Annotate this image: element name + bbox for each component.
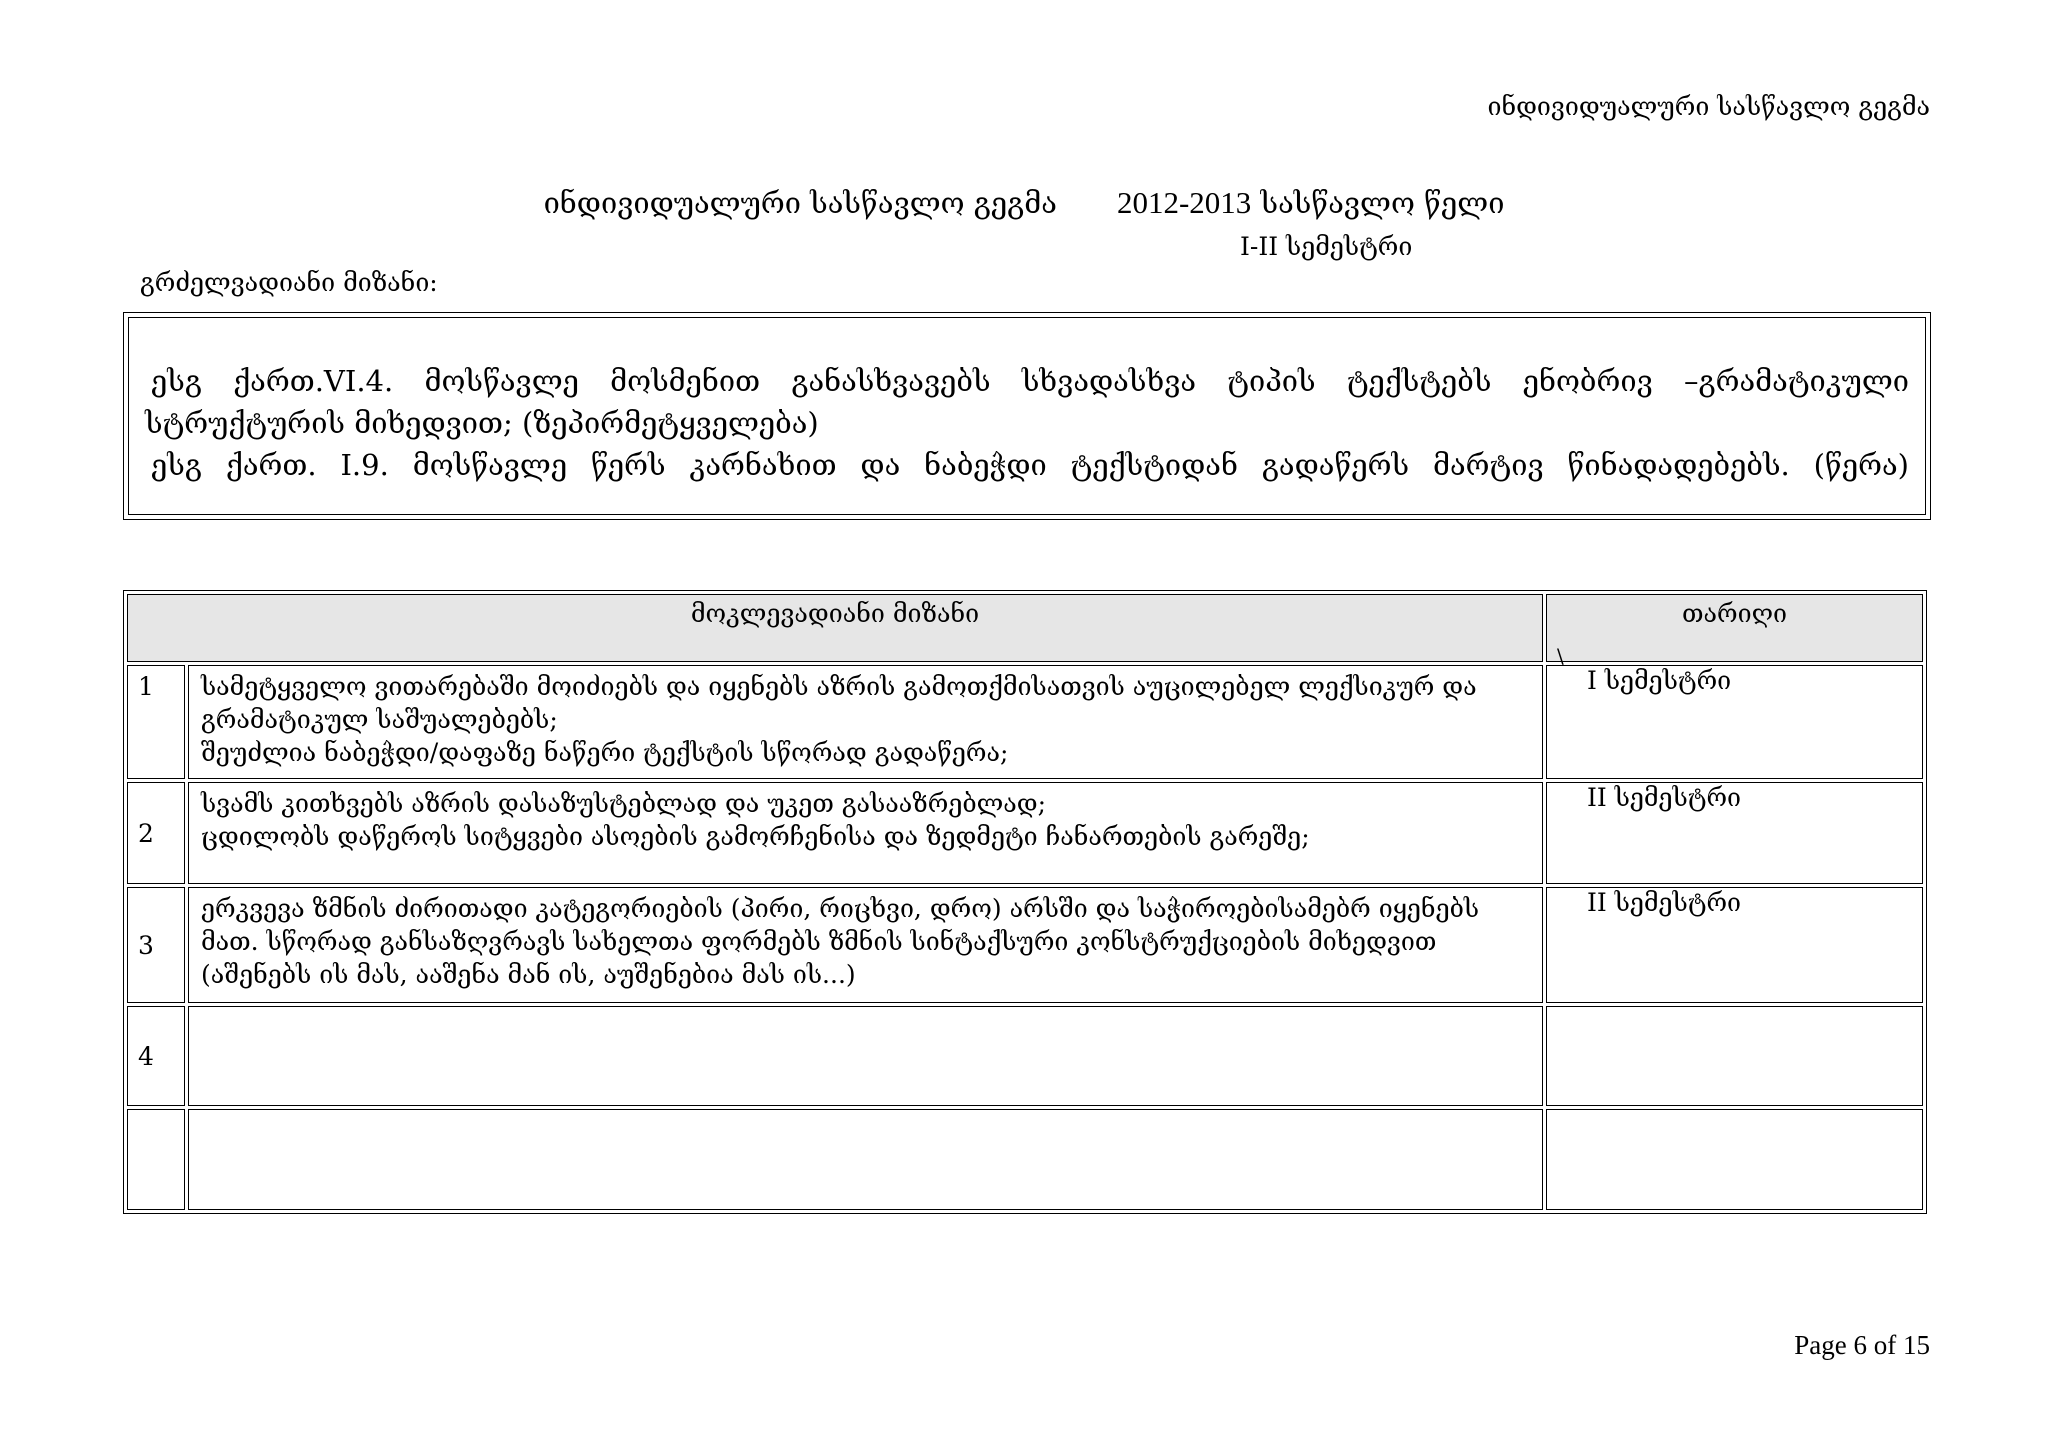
goal-text-line: სვამს კითხვებს აზრის დასაზუსტებლად და უკეთ გასააზრებლად; [201, 789, 1047, 818]
table-row [127, 665, 1923, 779]
page-number: Page 6 of 15 [1794, 1330, 1930, 1360]
longterm-goal-content [128, 317, 1926, 515]
header-date: თარიღი [1546, 594, 1923, 662]
table-row [127, 1109, 1923, 1210]
row-number [127, 1109, 185, 1210]
row-goal-text [188, 1109, 1543, 1210]
row-date [1546, 644, 1923, 779]
goal-text-line: გრამატიკულ საშუალებებს; [201, 705, 558, 734]
title-main: ინდივიდუალური სასწავლო გეგმა [543, 186, 1057, 220]
goal-text-line: მათ. სწორად განსაზღვრავს სახელთა ფორმებს ზმნის სინტაქსური კონსტრუქციების მიხედვით [201, 927, 1437, 956]
longterm-goal-line: ესგ ქართ.VI.4. მოსწავლე მოსმენით განასხვავებს სხვადასხვა ტიპის ტექსტებს ენობრივ –გრამატიკული [151, 364, 1909, 398]
goal-text-line: ცდილობს დაწეროს სიტყვები ასოების გამორჩენისა და ზედმეტი ჩანართების გარეშე; [201, 822, 1310, 851]
longterm-goal-box [123, 312, 1931, 520]
row-date [1546, 1109, 1923, 1210]
title-years: 2012-2013 [1116, 185, 1252, 220]
row-goal-text [188, 1006, 1543, 1106]
row-date [1546, 1006, 1923, 1106]
table-row [127, 887, 1923, 1003]
table-header-row [127, 594, 1923, 662]
row-date-text: I სემესტრი [1587, 666, 1732, 695]
backslash-mark: \ [1557, 644, 1564, 668]
longterm-goal-line: ესგ ქართ. I.9. მოსწავლე წერს კარნახით და ნაბეჭდი ტექსტიდან გადაწერს მარტივ წინადადებებს. (წერა) [151, 448, 1909, 482]
row-number: 1 [127, 665, 185, 779]
goal-text-line: შეუძლია ნაბეჭდი/დაფაზე ნაწერი ტექსტის სწორად გადაწერა; [201, 738, 1009, 767]
shortterm-goals-table [123, 590, 1927, 1214]
row-goal-text [188, 782, 1543, 884]
goal-text-line: (აშენებს ის მას, ააშენა მან ის, აუშენებია მას ის...) [201, 960, 856, 989]
row-number: 4 [127, 1006, 185, 1106]
document-title [0, 185, 2048, 221]
running-header: ინდივიდუალური სასწავლო გეგმა [1487, 92, 1930, 121]
semester-label: I-II სემესტრი [1240, 232, 1413, 261]
longterm-goal-line: სტრუქტურის მიხედვით; (ზეპირმეტყველება) [145, 406, 819, 440]
goal-text-line: სამეტყველო ვითარებაში მოიძიებს და იყენებს აზრის გამოთქმისათვის აუცილებელ ლექსიკურ და [201, 672, 1477, 701]
row-number: 2 [127, 782, 185, 884]
longterm-goal-label: გრძელვადიანი მიზანი: [140, 268, 438, 297]
header-shortterm-goal: მოკლევადიანი მიზანი [127, 594, 1543, 662]
row-goal-text [188, 665, 1543, 779]
row-date: II სემესტრი [1546, 782, 1923, 884]
title-year-label: სასწავლო წელი [1260, 186, 1505, 220]
row-goal-text [188, 887, 1543, 1003]
table-row [127, 782, 1923, 884]
goal-text-line: ერკვევა ზმნის ძირითადი კატეგორიების (პირი, რიცხვი, დრო) არსში და საჭიროებისამებრ იყენებს [201, 894, 1480, 923]
row-date: II სემესტრი [1546, 887, 1923, 1003]
table-row [127, 1006, 1923, 1106]
row-number: 3 [127, 887, 185, 1003]
